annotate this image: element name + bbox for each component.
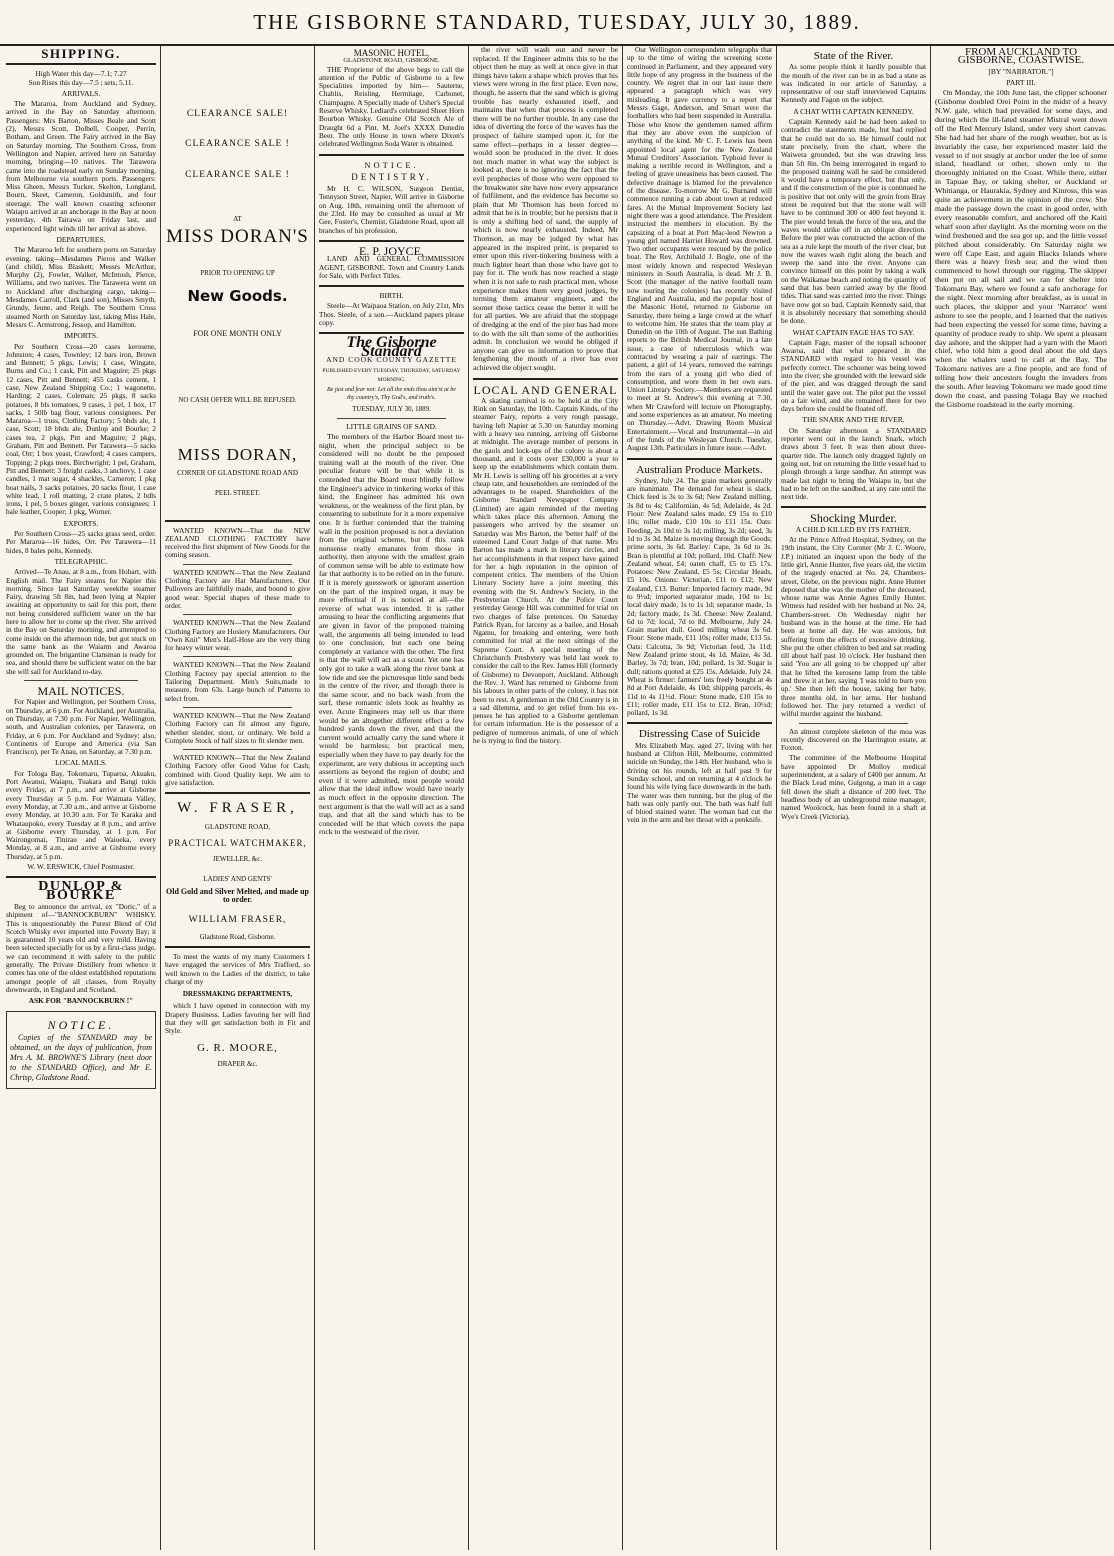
produce-text: Sydney, July 24. The grain markets generally are inanimate. The demand for wheat is slack. Chick feed is 3s to 3s 6d; New Zealand milling, 3s 8d to 4s; Californian, 4s 5d; Adelaide, 4s 2d. Flour: New Zealand sales made, £9 15s to £10 10s; roller made, £10 10s to £11 15s. Oats: Feeding, 2s 10d to 3s 1d; milling, 3s 2d; seed, 3s 1d to 3s 3d. Maize is moving through the Goods; prime sorts, 3s 6d. Barley: Cape, 3s 6d to 3s. Bran is plentiful at 10d; pollard, 10d. Chaff: New Zealand wheat, £4; oaten chaff, £5 to £5 17s. Potatoes: New Zealand, £5 5s; Circular Heads, £5 10s. Onions: Victorian, £11 to £12; New Zealand, £13. Butter: Imported factory made, 9d to 9½d; imported separator made, 10d to 1s; local dairy made, 1s to 1s 1d; separator made, 1s 2d; factory made, 1s 3d. Cheese: New Zealand, 6d to 7d; local, 7d to 8d. Melbourne, July 24. Grain market dull. Good milling wheat 3s 6d. Flour: Stone made, £11 10s; roller made, £13 5s. Oats: Calcutta, 3s 9d; Victorian feed, 3s 11d; New Zealand prime stout, 4s 1d. Maize, 4s 3d. Barley, 3s 7d; bran, 10d; pollard, 1s 3d. Sugar is dull; rations quoted at £25 15s. Adelaide, July 24. Wheat is firmer: farmers' lots freely bought at 4s 8d at Port Adelaide, 4s 10d; shipping parcels, 4s 11d to 4s 11½d. Flour: Stone made, £10 15s to £11; roller made, £11 15s to £12. Bran, 10½d; pollard, 1s 3d. bbox=[627, 475, 772, 718]
moore-text: To meet the wants of my many Customers I have engaged the services of Mrs Trafford, so well known to the Ladies of the district, to take charge of my bbox=[165, 951, 310, 986]
dentist-text: Mr H. C. WILSON, Surgeon Dentist, Tennyson Street, Napier, Will arrive in Gisborne on Aug. 18th, remaining until the afternoon of the 23rd. He may be consulted as usual at Mr Gee, Foster's, Chemist, Gladstone Road, upon all branches of his profession. bbox=[319, 184, 464, 235]
william-fraser: WILLIAM FRASER, bbox=[188, 915, 287, 926]
hotel-address: GLADSTONE ROAD, GISBORNE. bbox=[343, 57, 440, 65]
wanted-4: WANTED KNOWN—That the New Zealand Clothing Factory pay special attention to the Tailoring Department. Men's Suits,made to measure, from 63s. Large bunch of Patterns to select from. bbox=[165, 660, 310, 703]
william-address: Gladstone Road, Gisborne. bbox=[199, 932, 276, 941]
column-shipping bbox=[6, 46, 156, 1550]
motto: Be just and fear not: Let all the ends thou aim'st at be thy country's, Thy God's, and truth's. bbox=[327, 386, 456, 402]
imports-heading: IMPORTS. bbox=[64, 331, 98, 341]
snark-heading: THE SNARK AND THE RIVER. bbox=[802, 415, 905, 425]
joyce-text: LAND AND GENERAL COMMISSION AGENT, GISBORNE. Town and Country Lands for Sale, with Perfect Titles. bbox=[319, 254, 464, 280]
exports-text: Per Southern Cross—25 sacks grass seed, order. Per Mararoa—16 hides, Orr. Per Tarawera—11 hides, 8 bales pelts, Kennedy. bbox=[6, 529, 156, 555]
coastwise-heading: FROM AUCKLAND TO GISBORNE, COASTWISE. bbox=[957, 46, 1085, 67]
miss-dorans: MISS DORAN'S bbox=[166, 226, 309, 248]
chat-heading: A CHAT WITH CAPTAIN KENNEDY. bbox=[793, 106, 914, 116]
moore-text-2: which I have opened in connection with my Drapery Business. Ladies favoring her will find that they will get satisfaction both in Fit and Style. bbox=[165, 1001, 310, 1036]
postmaster: W. W. ERSWICK, Chief Postmaster. bbox=[27, 862, 135, 872]
ask-for-bannockburn: ASK FOR "BANNOCKBURN !" bbox=[28, 996, 134, 1006]
joyce-heading: E. P. JOYCE, bbox=[358, 243, 424, 258]
dentistry-heading: DENTISTRY. bbox=[351, 171, 432, 182]
grains-heading: LITTLE GRAINS OF SAND. bbox=[346, 421, 437, 431]
fage-heading: WHAT CAPTAIN FAGE HAS TO SAY. bbox=[792, 327, 915, 337]
dressmaking: DRESSMAKING DEPARTMENTS, bbox=[182, 990, 293, 999]
corner-address: CORNER OF GLADSTONE ROAD AND bbox=[177, 468, 298, 477]
prior-to-opening: PRIOR TO OPENING UP bbox=[200, 269, 275, 278]
clearance-sale-2: CLEARANCE SALE ! bbox=[185, 139, 290, 150]
local-mails-heading: LOCAL MAILS. bbox=[55, 758, 107, 768]
skeleton-text: An almost complete skeleton of the moa was recently discovered on the Harrington estate, at Foxton. bbox=[781, 726, 926, 753]
editorial-continued: the river will wash out and never be replaced. If the Engineer admits this to be the object then he may as well at once give in that things have taken a shape which proves that his views were wrong in the first place. Even now, though, he asserts that the sand which is giving trouble has nearly exhausted itself, and maintains that when that process is completed there will be no further trouble. In any case the idea of diverting the force of the waves has the prospect of failure stamped upon it, for the same effect—perhaps in a lesser degree—would soon be produced in the river. It does not much matter in what way the subject is looked at, there is no ignoring the fact that the evil prophecies of those who were opposed to the breakwater site have now every appearance of fulfilment, and the evidence has become so plain that Mr Thomson has been forced to admit that he is in trouble; but he persists that it is only a shifting bed of sand, the supply of which is now nearly exhausted. Indeed, Mr Thomson, as may be judged by what has appeared in the inspired print, is prepared to enter upon this river-tinkering business with a much lighter heart than those who have got to pay for it. The work has now reached a stage when it is not safe to rush practical men, whose experience makes them very good judges, by terming them amateur engineers, and the sooner those tactics cease the better it will be for all parties. We are afraid that the stoppage of dredging at the end of the pier has had more to do with the silt than some of the authorities admit. In conclusion we would be obliged if anyone can give us information to prove that lengthening the mouth of a river has ever achieved the object sought. bbox=[473, 46, 618, 372]
mail-text: For Napier and Wellington, per Southern Cross, on Thursday, at 6 p.m. For Auckland, per Australia, on Thursday, at 7.30 p.m. For Napier, Wellington, south, and Australian colonies, per Tarawera, on Friday, at 6 p.m. For Auckland and Sydney; also, Continents of Europe and America (via San Francisco), per Te Anau, on Saturday, at 7.30 p.m. bbox=[6, 697, 156, 757]
sun-times: Sun Rises this day—7.5 ; sets, 5.11. bbox=[28, 77, 134, 87]
published-line: PUBLISHED EVERY TUESDAY, THURSDAY, SATURDAY MORNING. bbox=[322, 368, 461, 383]
arrivals-text: The Mararoa, from Auckland and Sydney, arrived in the Bay on Saturday afternoon. Passengers: Mrs Barton, Misses Beale and Scott (2), Messrs Scott, Dolbell, Cooper, Perrin, Botham, and Green. The Fairy arrived in the Bay on Saturday morning. The Southern Cross, from Wellington and Napier, arrived here on Saturday morning, bringing—10 natives. The Tarawera came into the roadstead early on Sunday morning, from Melbourne via southern ports. Passengers: Miss Gheen, Messrs Tucker, Skelton, Longland, Bourn, Skeet, Cameron, Goldsmith, and four steerage. The wall known coasting schooner Waiapu arrived at an anchorage in the Bay at noon yesterday, 4th Tairawa on Friday last, and experienced light winds till her arrival as above. bbox=[6, 99, 156, 233]
river-text-4: On Saturday afternoon a STANDARD reporter went out in the launch Snark, which draws about 3 feet. It was then about three-quarter tide. The launch only dragged lightly on going out, but on returning the little vessel had to plough through a large sandbar. An attempt was made last night to bring the Waiapu in, but she had to be left on the sandbed, at any rate until the next tide. bbox=[781, 425, 926, 502]
murder-subheading: A CHILD KILLED BY ITS FATHER. bbox=[795, 524, 912, 534]
wanted-3: WANTED KNOWN—That the New Zealand Clothing Factory are Hosiery Manufacturers. Our "Own Knit" Men's Half-Hose are the very thing for heavy winter wear. bbox=[165, 618, 310, 653]
new-goods: New Goods. bbox=[187, 286, 288, 305]
column-news bbox=[627, 46, 772, 1550]
arrivals-heading: ARRIVALS. bbox=[61, 88, 101, 98]
part-label: PART III. bbox=[1006, 77, 1036, 87]
miss-doran-2: MISS DORAN, bbox=[177, 444, 298, 464]
by-narrator: [BY "NARRATOR."] bbox=[988, 66, 1054, 76]
river-text-1: As some people think it hardly possible that the mouth of the river can be in as bad a state as was indicated in our article of Saturday, a representative of our staff interviewed Captains Kennedy and Fagon on the subject. bbox=[781, 62, 926, 105]
dunlop-bourke-heading: DUNLOP & BOURKE bbox=[38, 879, 124, 903]
wellington-text: Our Wellington correspondent telegraphs that up to the time of wiring the screening scene continued in Parliament, and they appeared very little hope of any progress in the business of the country. We regret that in our last issue there appeared a paragraph which was very misleading. It gave currency to a report that Messrs Gage, Anderson, and Smart were the footballers who had been suspended in Australia. Those who know the gentlemen named affirm that they are above even the suspicion of anything of the kind. Mr C. F. Lewis has been appointed local agent for the New Zealand Mutual Creditors' Association. Typhoid fever is making a terrible record in Wellington, and a feeling of grave uneasiness has been caused. The defective drainage is blamed for the prevalence of the disease. To-morrow Mr G. Burnand will commence running a cab about town at reduced fares. At the Mutual Improvement Society last night there was a good attendance. The President instructed the members in elocution. By the capsizing of a boat at Port Mac-leod Newton a young girl named Harriet Howard was drowned. Two other occupants were rescued by the police boat. The Rev. Archibald J. Bogle, one of the most widely known and respected Wesleyan ministers in South Australia, is dead. Mr J. B. Scott (the manager of the native football team now touring the colonies) has recently visited England and Australia, and the popular host of the Masonic Hotel, returned to Gisborne on Saturday, there being a large crowd at the wharf to welcome him. He states that the team play at Dunedin on the 10th of August. The sun Bathing reports to the British Medical Journal, in a late issue, a case of tuberculosis which was contracted by wearing a pair of earrings. The patient, a girl of 14 years, removed the earrings from the ears of a young girl who died of consumption, and wore them in her own ears. Union Literary Society.—Members are requested to meet at St. Andrew's this evening at 7.30, when Mr Crawford will lecture on Photography, and some experiences as an amateur. No meeting on Thursday.—Advt. Drawing Room Musical Entertainment.—Vocal and Instrumental—in aid of the funds of the Wesleyan Church. Tuesday, August 13th. Particulars in future issue.—Advt. bbox=[627, 46, 772, 453]
departures-text: The Mararoa left for southern ports on Saturday evening, taking—Mesdames Pieros and Walker (and child), Miss Blaskett; Messrs McArthur, Murphy (2), Fowler, Walker, McIntosh, Pierce, Williams, and two natives. The Tarawera went on to Auckland after discharging cargo, taking—Mesdames Carroll, Clark (and son), Misses Smyth, Grundy, Jeune, and Reigh. The Southern Cross steamed North on Saturday last, taking Miss Hale, Messrs C. Armstrong, Jessop, and Hamilton. bbox=[6, 245, 156, 329]
notice-box bbox=[6, 1011, 156, 1088]
tides: High Water this day—7.1; 7.27 bbox=[35, 69, 127, 79]
misc-text: The committee of the Melbourne Hospital have appointed Dr Molloy medical superintendent, at a salary of £400 per annum. At the Black Lead mine, Gulgong, a man in a cage fell down the shaft a distance of 200 feet. The headless body of an underground mine manager, named Woolcock, has been found in a shaft at Wye's Creek (Victoria). bbox=[781, 753, 926, 821]
peel-street: PEEL STREET. bbox=[214, 489, 261, 498]
local-general-text: A skating carnival is to be held at the City Rink on Saturday, the 10th. Captain Kinds, of the steamer Fairy, reports a very rough passage, having left Napier at 5.30 on Saturday morning with a heavy sea running, arriving off Gisborne at midnight. The average number of persons in the gaols and lock-ups of the colony is about a thousand, and it costs over £30,000 a year to keep up the establishments which contain them. Mr H. Lewis is selling off his groceries at a very cheap rate, and householders are reminded of the advantages to be reaped. Shareholders of the Gisborne Standard Newspaper Company (Limited) are again reminded of the meeting which takes place this afternoon. Among the passengers who arrived by the steamer on Saturday was Mrs Barton, the 'better half' of the esteemed Land Court Judge of that name. Mrs Barton has made a mark in literary circles, and her accomplishments in that respect have gained for her a high reputation in the opinion of competent critics. The members of the Union Literary Society have a joint meeting this evening with the St. Andrew's Society, in the Presbyterian Church. At the Police Court yesterday George Hill was committed for trial on two charges of false pretences. On Saturday Patrick Ryan, for larceny as a bailee, and Hosah Ngamu, for breaking and entering, were both committed for trial at the next sittings of the Supreme Court. A special meeting of the Christchurch Presbytery was held last week to consider the call to the Rev. James Hill (formerly of Gisborne) to Devonport, Auckland. Although the Rev. J. Ward has returned to Gisborne from his labours in other parts of the colony, it has not been to rest. A gentleman in the Old Country is in a sad dilemma, and to get relief from his ex-penses he has applied to a Gisborne gentleman for certain information. He is the possessor of a pedigree of numerous animals, of one of which he is trying to find the history. bbox=[473, 395, 618, 746]
shipping-heading: SHIPPING. bbox=[41, 46, 121, 61]
at-label: AT bbox=[233, 214, 242, 223]
river-text-3: Captain Fage, master of the topsail schooner Awaroa, said that what appeared in the STANDARD with regard to his vessel was perfectly correct. The schooner was being towed into the river; she grounded with the leeward side of the pier, and was dragged through the sand until the water gave out. The pilot put the vessel on a fair wind, and she remained there for two days before she could be floated off. bbox=[781, 337, 926, 414]
wanted-6: WANTED KNOWN—That the New Zealand Clothing Factory offer Good Value for Cash; combined with Good Quality kept. We aim to give satisfaction. bbox=[165, 753, 310, 787]
local-general-heading: LOCAL AND GENERAL bbox=[473, 382, 618, 397]
murder-text: At the Prince Alfred Hospital, Sydney, on the 19th instant, the City Coroner (Mr J. C. Woore, J.P.) initiated an inquest upon the body of the little girl, Annie Hunter, five years old, the victim of the tragedy enacted at No. 24, Chambers-street, Glebe, on the previous night. Anne Hunter deposed that she was the mother of the deceased, whose name was Annie Agnes Emily Hunter. Witness had resided with her husband at No. 24, Chambers-street. On Wednesday night her husband was in the house at the time. He had been at home all day. He was anxious, but suffering from the effects of excessive drinking. She put the other children to bed and sat reading till about half past 10 o'clock. Her husband then said 'You are all going to be chopped up' after that he lifted the kerosene lamp from the table and threw it at her, saying 'I was told to burn you up.' She then left the house, taking her baby, three months old, in her arms. Her husband followed her. The jury returned a verdict of wilful murder against the husband. bbox=[781, 535, 926, 719]
mail-notices-heading: MAIL NOTICES. bbox=[37, 684, 125, 699]
column-ads bbox=[165, 46, 310, 1550]
telegraphic-text: Arrived—Te Anau, at 8 a.m., from Hobart, with English mail. The Fairy steams for Napier this morning. Since last Saturday weekthe steamer Fairy, drawing 5ft 8in, had been lying at Napier awaiting an opportunity to sail for this port, there not being considered sufficient water on the bar here to allow her to come up the river. She arrived in the Bay on Saturday morning, and attempted to come inside on the afternoon tide, but got stuck on the same bank as the Waiarm and Awaroa grounded on. The brigantine Clansman is ready for sea, and should there be sufficient water on the bar she will sail for Auckland to-day. bbox=[6, 567, 156, 676]
fraser-trade: PRACTICAL WATCHMAKER, bbox=[168, 837, 307, 848]
ladies-gents: LADIES' AND GENTS' bbox=[203, 875, 272, 884]
birth-text: Steele—At Waipaoa Station, on July 21st, Mrs Thos. Steele, of a son.—Auckland papers please copy. bbox=[319, 301, 464, 328]
hotel-text: THE Proprietor of the above begs to call the attention of the Public of Gisborne to a few Specialities imported by him— Sauterne, Chablis, Reisling, Hermitage, Carbonet, Champagne. A Specially made of Usher's Special Reserve Whisky. Lediard's celebrated Sheet Horn Bourbon Whisky. Genuine Old Scotch Ale of Draught 6d a Pint. M. Joel's XXXX Dunedin Beer. The only House in town where Dixon's celebrated Wellington Soda Water is obtained. bbox=[319, 64, 464, 149]
paper-title: The Gisborne Standard bbox=[346, 334, 437, 360]
fraser-address: GLADSTONE ROAD, bbox=[204, 822, 271, 831]
wanted-2: WANTED KNOWN—That the New Zealand Clothing Factory are Hat Manufacturers. Our Pullovers are faithfully made, and bound to give good wear. Special shapes of these made to order. bbox=[165, 567, 310, 610]
coastwise-text: On Monday, the 10th June last, the clipper schooner (Gisborne doubled Orei Point in the midst of a heavy N.W. gale, which had prevailed for some days, and during which the ill-fated steamer Mistral went down off the Red Mercury Island, under very short canvas. She had had her share of the rough weather, but as is invariably the case, her experienced master laid the vessel to if not snugly at anchor under the lee of some island, headland or other, shown only to the thoroughly initiated on the Coast. While there, either in Tapuae Bay, or taking shelter, or Auckland or Whitianga, or Haurakia, Sydney and Kinross, this was quite an achievement in the opinion of the crew. She made the passage down the coast in good order, with every reasonable comfort, and anchored off the Kaiti wharf soon after daylight. As the morning wore on the wind freshened and the sea got up, and the little vessel pitched about considerably. On Saturday night we were off Cape East, and again Blacks Islands where there was a heavy fresh sea; and the wind then commenced to howl through our rigging. The skipper then put on all sail and we ran for shelter into Tokomaru Bay, where we found a safe anchorage for the night. Next morning after breakfast, as is usual in such places, the skipper and your 'Narrator' went ashore to see the people, and I learned that the natives had been expecting the vessel for some time, having a quantity of produce ready to ship. We spent a pleasant day ashore, and the skipper had a yarn with the Maori chief, who told him a good deal about the old days when the whalers used to call at the Bay. The Tokomaru natives are a fine people, and are fond of telling how their ancestors fought the invaders from the south. After leaving Tokomaru we made good time down the coast, and passing Tolaga Bay we reached the Gisborne roadstead in the early morning. bbox=[935, 88, 1107, 409]
notice-text: Copies of the STANDARD may be obtained, on the days of publication, from Mrs A. M. BROWNE'S Library (next door to the STANDARD Office), and Mr E. Chrisp, Gladstone Road. bbox=[10, 1032, 152, 1082]
dunlop-text: Beg to announce the arrival, ex "Doric," of a shipment of—"BANNOCKBURN" WHISKY. This is unquestionably the Purest Blend of Old Scotch Whisky ever imported into Poverty Bay; it is guaranteed 10 years old and very mild. Having been selected specially for us by a first-class judge, we can recommend it with safety to the public generally. The Private Distillery from whence it comes has one of the oldest established reputations amongst people of all classes, from Royalty downwards, in England and Scotland. bbox=[6, 901, 156, 994]
masthead: THE GISBORNE STANDARD, TUESDAY, JULY 30, 1889. bbox=[0, 0, 1114, 46]
column-coastwise bbox=[935, 46, 1107, 1550]
local-mails-text: For Tologa Bay, Tokomaru, Tuparoa, Akuaku, Port Awanui, Waiapu, Tuakara and Bangi tukis every Friday, at 7 p.m., and arrive at Gisborne every Thursday at 5 p.m. For Waimata Valley, every Monday, at 7.30 a.m., and arrive at Gisborne every Monday, at 10.30 a.m. For Te Karaka and Whataupoko, every Tuesday at 8 p.m., and arrive at Gisborne every Thursday, at 1 p.m. For Wairongomai, Tinirau and Waioeka, every Monday, at 8 a.m., and arrive at Gisborne every Thursday, at 5 p.m. bbox=[6, 768, 156, 861]
column-local-general bbox=[473, 46, 618, 1550]
moore-signature: G. R. MOORE, bbox=[197, 1041, 278, 1054]
clearance-sale-1: CLEARANCE SALE! bbox=[186, 109, 289, 119]
river-heading: State of the River. bbox=[813, 50, 894, 62]
fraser-heading: W. FRASER, bbox=[177, 800, 298, 817]
column-river bbox=[781, 46, 926, 1550]
distress-heading: Distressing Case of Suicide bbox=[638, 728, 761, 741]
imports-text: Per Southern Cross—20 cases kerosene, Johnston; 4 cases, Townley; 12 bars iron, Brown and Bennett; 5 pkgs, Lewis; 1 case, Wingate, Burns and Co.; 1 cask, Pitt and Maguire; 25 pkgs 12 cases, Pitt and Bennett; 455 casks cement, 1 case, New Zealand Shipping Co.; 1 wagonette, Harding; 2 cases, Coleman; 25 pkgs, 8 sacks potatoes, 8 bls tomatoes, 9 cases, 1 pel, 1 box, 17 sacks, 1 50lb bag flour, various consignees. Per Mararoa—1 truss, Clothing Factory; 5 bhds ale, 1 case, Scott; 18 bhds ale, Dunlop and Bourke; 2 cases tea, 2 pkgs, Pitt and Maguire; 2 pkgs, Graham, Pitt and Bennett. Per Tarawera—5 sacks coal, Orr; 1 box yeast, Crawford; 4 cases campers, Topping; 2 pkgs trees, Birchwright; 1 pel, Graham, Pitt and Bennett; 3 freight casks, 3 anchovy, 1 case candles, 1 mat sugar, 4 shackles, Cameron; 1 pkg boat nails, 3 sacks potatoes, 20 sacks flour, 1 case white lead, 1 roll matting, 2 crate plates, 2 bdls irons, 1 pel, 5 boxes ginger, various consignees; 1 bale leather, Cooper; 1 pkg, Worner. bbox=[6, 341, 156, 517]
produce-heading: Australian Produce Markets. bbox=[636, 463, 763, 476]
departures-heading: DEPARTURES. bbox=[56, 234, 106, 244]
birth-heading: BIRTH. bbox=[379, 291, 404, 301]
hotel-name: MASONIC HOTEL, bbox=[353, 48, 430, 58]
column-notices-editorial bbox=[319, 46, 464, 1550]
notice-label: NOTICE. bbox=[364, 159, 419, 170]
issue-date: TUESDAY, JULY 30, 1889. bbox=[352, 405, 431, 414]
old-gold: Old Gold and Silver Melted, and made up to order. bbox=[166, 886, 309, 905]
editorial-text: The members of the Harbor Board meet to-night, when the principal subject to be considered will no doubt be the proposed training wall at the mouth of the river. One peculiar feature will be that while it is contended that the Board must blindly follow the Engineer's advice in tinkering works of this kind, the Engineer has admitted his own weakness, or the weakness of the first plan, by consenting to substitute for it a more expensive one. It is further contended that the training wall in the position proposed is not a deviation from the original scheme, but if this rank nonsense really emanates from those in authority, then anyone with the smallest grain of common sense will be able to estimate how far that authority is to be relied on in the future. If it is merely guesswork or ignorant assertion on the part of the inspired organ, it may be more effectual if it is noticed at all—the reverse of what was intended. It is rather amusing to hear the conflicting arguments that are given in favor of the proposed training wall, the arguments all being intended to lead to one conclusion, but each one being completely at variance with the other. The first is that the wall will act as a scour. Yet one has only got to take a walk along the river bank at low tide and see the picturesque little sand beds in the centre of the river, and though there is the same scour, and no back wash from the surf, these romantic islets look as healthy as ever. Acute Engineers may tell us that there would be an altogether different effect a few hundred yards down the river, and that the current would actually carry the sand where it would be harmless; but practical men, especially when they have to pay dearly for the experiment, are very dubious in accepting such assertions as beyond the region of doubt; and even if it were admitted, most people would allow that the ideal inflow would have nearly as much effect in the opposite direction. The next argument is that the wall will act as a sand trap, and that all the sand which has to be conceded will be that which covers the papa rock to the westward of the river. bbox=[319, 431, 464, 837]
distress-text: Mrs Elizabeth May, aged 27, living with her husband at Clifton Hill, Melbourne, committed suicide on Sunday, the 14th. Her husband, who is driving on his rounds, left at half past 9 for Sunday school, and on returning at 4 o'clock he found his wife lying face downwards in the bath. The water was then running, but the plug of the bath was only partly out. The bath was half full of blood stained water. The woman had cut the vein in the arm and her throat with a penknife. bbox=[627, 740, 772, 825]
moore-draper: DRAPER &c. bbox=[217, 1059, 258, 1068]
murder-heading: Shocking Murder. bbox=[810, 511, 897, 526]
clearance-sale-3: CLEARANCE SALE ! bbox=[185, 169, 290, 180]
telegraphic-heading: TELEGRAPHIC. bbox=[54, 556, 108, 566]
wanted-5: WANTED KNOWN—That the New Zealand Clothing Factory can fit almost any figure, whether slender, stout, or ordinary. We hold a Complete Stock of half sizes to fit slender men. bbox=[165, 710, 310, 745]
fraser-jeweller: JEWELLER, &c. bbox=[212, 855, 263, 864]
wanted-1: WANTED KNOWN—That the NEW ZEALAND CLOTHING FACTORY have received the first shipment of New Goods for the coming season. bbox=[165, 525, 310, 560]
paper-subtitle: AND COOK COUNTY GAZETTE bbox=[326, 354, 457, 364]
river-text-2: Captain Kennedy said he had been asked to contradict the statements made, but had replied that he could not do so. He himself could not state precisely, from the chart, where the Waiwera grounded, but she was drawing less than 5ft 8in. On being interrogated in regard to the proposed training wall he said he considered it would have a temporary effect, but that only, and if the construction of the pier is continued he is positive that not only will the groin from Bray street be required but that the stone wall will have to be continued 300 or 400 feet beyond it. The pier would break the force of the sea, and the waves would strike off in an oblique direction. Before the pier was constructed the action of the sea as a rule kept the mouth of the river clear, but now the waves wash right along the beach and sweep the sand into the river. Anyone can convince himself on this point by taking a walk on the Waikanae beach and noting the quantity of sand that has been carried away by the flood tides. That sand was carried into the river. Things have now got so bad, Captain Kennedy said, that it is absolutely necessary that something should be done. bbox=[781, 117, 926, 326]
no-cash-offer: NO CASH OFFER WILL BE REFUSED. bbox=[178, 396, 297, 405]
exports-heading: EXPORTS. bbox=[63, 518, 99, 528]
notice-heading: NOTICE. bbox=[47, 1018, 115, 1033]
one-month-only: FOR ONE MONTH ONLY bbox=[193, 329, 282, 339]
